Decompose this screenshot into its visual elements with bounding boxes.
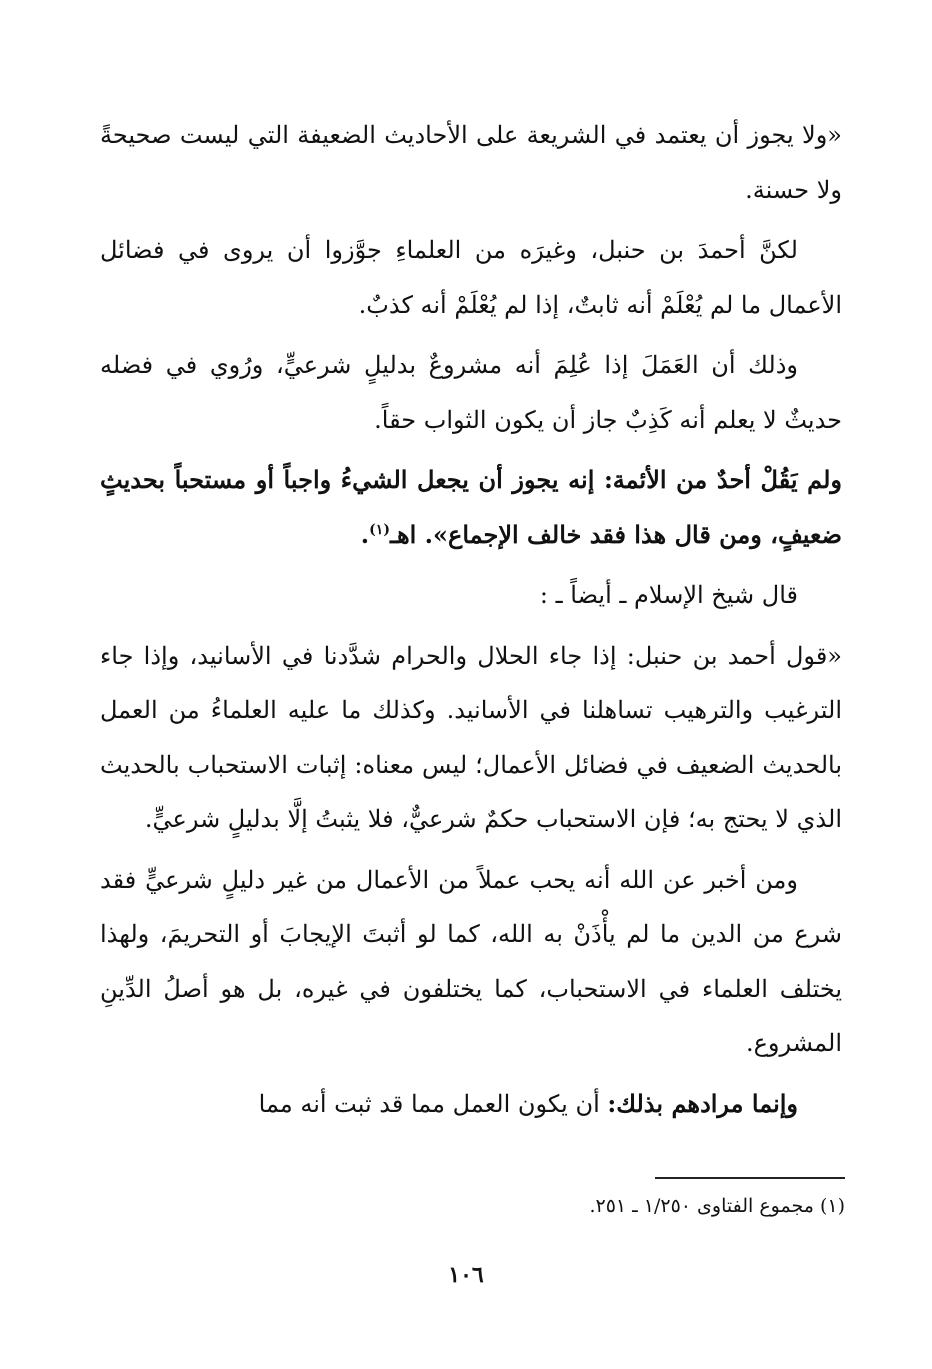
paragraph-6 xyxy=(100,629,842,847)
footnote xyxy=(400,1191,845,1221)
footnote-text: (١) مجموع الفتاوى ١/٢٥٠ ـ ٢٥١. xyxy=(589,1195,845,1217)
paragraph-1 xyxy=(100,108,842,217)
paragraph-3 xyxy=(100,338,842,447)
footnote-reference[interactable]: (١) xyxy=(369,521,390,538)
paragraph-7 xyxy=(100,853,842,1071)
paragraph-5 xyxy=(100,568,842,623)
paragraph-2 xyxy=(100,223,842,332)
page-number: ١٠٦ xyxy=(448,1262,484,1288)
paragraph-8-text: أن يكون العمل مما قد ثبت أنه مما xyxy=(258,1089,608,1118)
footnote-separator xyxy=(655,1177,845,1179)
paragraph-7-text: ومن أخبر عن الله أنه يحب عملاً من الأعمال من غير دليلٍ شرعيٍّ فقد شرع من الدين ما لم يأْذَنْ به الله، كما لو أثبتَ الإيجابَ أو التحريمَ، ولهذا يختلف العلماء في الاستحباب، كما يختلفون في غيره، بل هو أصلُ الدِّينِ المشروع. xyxy=(100,865,842,1057)
main-text xyxy=(100,108,842,1137)
paragraph-4 xyxy=(100,453,842,562)
paragraph-2-text: لكنَّ أحمدَ بن حنبل، وغيرَه من العلماءِ جوَّزوا أن يروى في فضائل الأعمال ما لم يُعْلَمْ أنه ثابتٌ، إذا لم يُعْلَمْ أنه كذبٌ. xyxy=(100,236,842,319)
paragraph-5-text: قال شيخ الإسلام ـ أيضاً ـ : xyxy=(539,581,798,609)
paragraph-8 xyxy=(100,1077,842,1132)
paragraph-4-text: ولم يَقُلْ أحدٌ من الأئمة: إنه يجوز أن يجعل الشيءُ واجباً أو مستحباً بحديثٍ ضعيفٍ، ومن قال هذا فقد خالف الإجماع». اهـ xyxy=(100,465,842,549)
paragraph-3-text: وذلك أن العَمَلَ إذا عُلِمَ أنه مشروعٌ بدليلٍ شرعيٍّ، ورُوي في فضله حديثٌ لا يعلم أنه كَذِبٌ جاز أن يكون الثواب حقاً. xyxy=(100,351,842,434)
paragraph-4-end: . xyxy=(360,519,370,549)
paragraph-8-lead: وإنما مرادهم بذلك: xyxy=(607,1088,798,1118)
paragraph-6-text: «قول أحمد بن حنبل: إذا جاء الحلال والحرام شدَّدنا في الأسانيد، وإذا جاء الترغيب والترهيب تساهلنا في الأسانيد. وكذلك ما عليه العلماءُ من العمل بالحديث الضعيف في فضائل الأعمال؛ ليس معناه: إثبات الاستحباب بالحديث الذي لا يحتج به؛ فإن الاستحباب حكمٌ شرعيٌّ، فلا يثبتُ إلَّا بدليلٍ شرعيٍّ. xyxy=(100,641,842,833)
paragraph-1-text: «ولا يجوز أن يعتمد في الشريعة على الأحاديث الضعيفة التي ليست صحيحةً ولا حسنة. xyxy=(100,121,842,204)
